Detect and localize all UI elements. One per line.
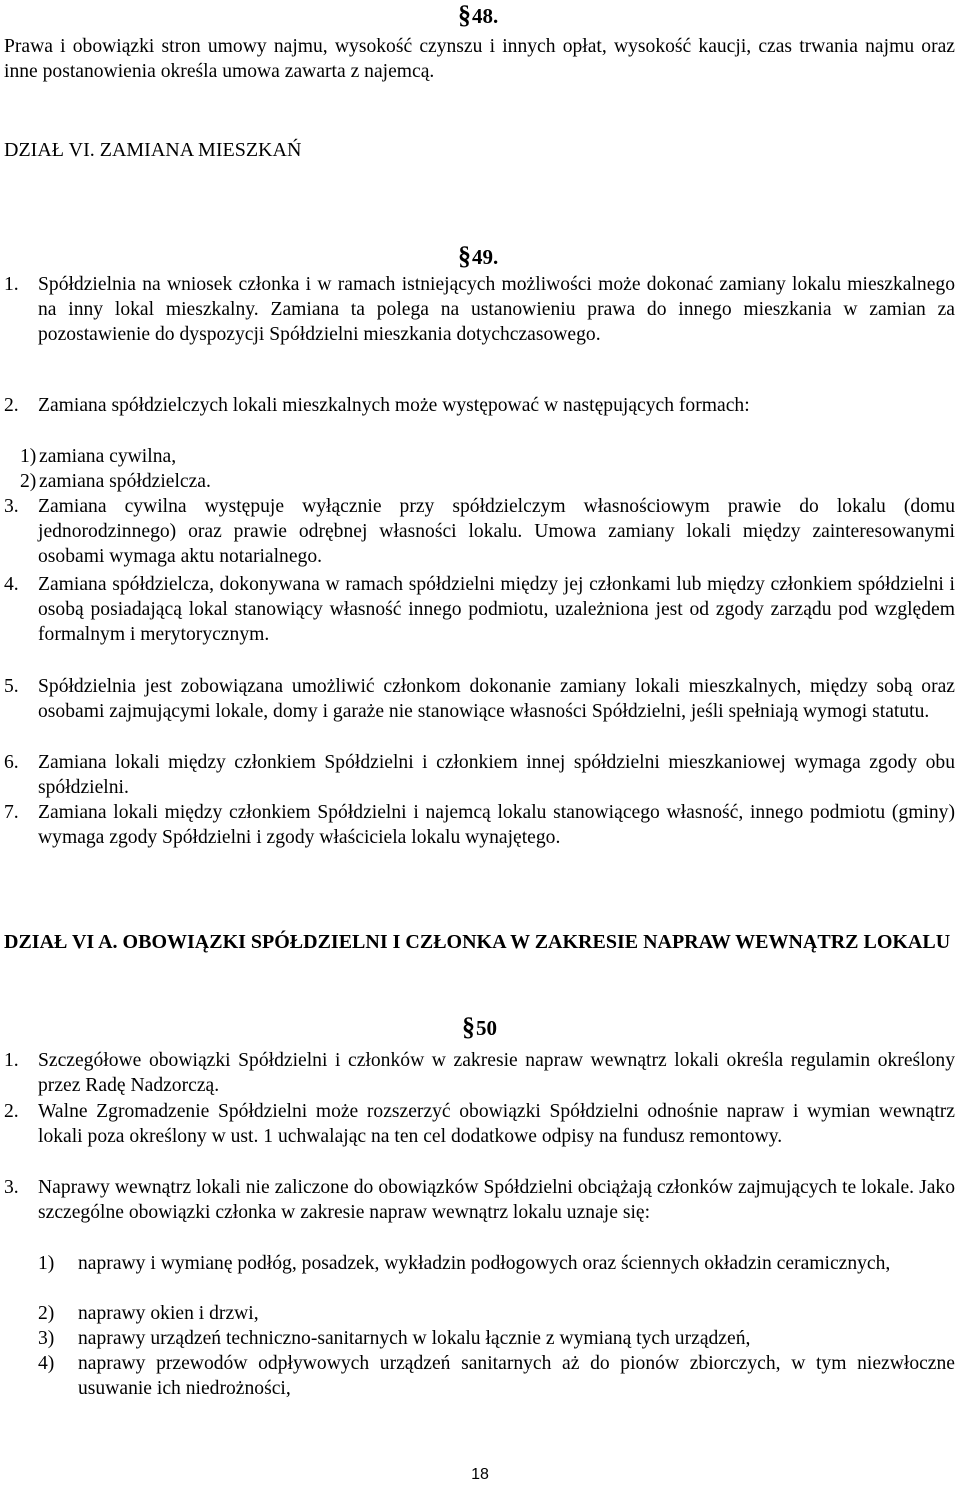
item-number: 7. (4, 802, 19, 823)
sub-item-text: naprawy urządzeń techniczno-sanitarnych w lokalu łącznie z wymianą tych urządzeń, (78, 1328, 751, 1349)
item-text: Naprawy wewnątrz lokali nie zaliczone do obowiązków Spółdzielni obciążają członków zajmujących te lokale. Jako szczególne obowiązki członka w zakresie napraw wewnątrz lokalu uznaje się: (38, 1177, 955, 1223)
paragraph-number: 50 (476, 1016, 497, 1040)
sub-item-number: 1) (20, 446, 37, 467)
section-symbol: § (458, 0, 471, 29)
list-item (4, 494, 955, 569)
list-item (4, 1048, 955, 1098)
sub-item-text: naprawy przewodów odpływowych urządzeń sanitarnych aż do pionów zbiorczych, w tym niezwłoczne usuwanie ich niedrożności, (78, 1353, 955, 1399)
item-text: Spółdzielnia jest zobowiązana umożliwić członkom dokonanie zamiany lokali mieszkalnych, między sobą oraz osobami zajmującymi lokale, domy i garaże nie stanowiące własności Spółdzielni, jeśli spełniają wymogi statutu. (38, 676, 955, 722)
sub-list-item (38, 1251, 955, 1276)
section-symbol: § (462, 1012, 475, 1041)
list-item (4, 750, 955, 800)
item-text: Szczegółowe obowiązki Spółdzielni i członków w zakresie napraw wewnątrz lokali określa regulamin określony przez Radę Nadzorczą. (38, 1050, 955, 1096)
item-text: Zamiana lokali między członkiem Spółdzielni i członkiem innej spółdzielni mieszkaniowej wymaga zgody obu spółdzielni. (38, 752, 955, 798)
item-text: Walne Zgromadzenie Spółdzielni może rozszerzyć obowiązki Spółdzielni odnośnie napraw i wymian wewnątrz lokali poza określony w ust. 1 uchwalając na ten cel dodatkowe odpisy na fundusz remontowy. (38, 1101, 955, 1147)
item-text: Zamiana cywilna występuje wyłącznie przy spółdzielczym własnościowym prawie do lokalu (domu jednorodzinnego) oraz prawie odrębnej własności lokalu. Umowa zamiany lokali między zainteresowanymi osobami wymaga aktu notarialnego. (38, 496, 955, 567)
sub-list-item (20, 444, 420, 469)
paragraph-48-heading (458, 2, 498, 29)
item-number: 3. (4, 1177, 19, 1198)
list-item (4, 1099, 955, 1149)
sub-list-item (38, 1301, 955, 1326)
paragraph-50-heading (462, 1014, 497, 1041)
page-number: 18 (471, 1466, 489, 1483)
sub-item-number: 3) (38, 1328, 55, 1349)
sub-item-text: naprawy okien i drzwi, (78, 1303, 259, 1324)
item-number: 1. (4, 1050, 19, 1071)
paragraph-number: 48. (472, 4, 499, 28)
sub-item-number: 2) (20, 471, 37, 492)
item-text: Spółdzielnia na wniosek członka i w ramach istniejących możliwości może dokonać zamiany lokalu mieszkalnego na inny lokal mieszkalny. Zamiana ta polega na ustanowieniu prawa do innego mieszkania w zamian za pozostawienie do dyspozycji Spółdzielni mieszkania dotychczasowego. (38, 274, 955, 345)
item-text: Zamiana spółdzielcza, dokonywana w ramach spółdzielni między jej członkami lub między członkiem spółdzielni i osobą posiadającą lokal stanowiący własność innego podmiotu, uzależniona jest od zgody zarządu pod względem formalnym i merytorycznym. (38, 574, 955, 645)
item-number: 4. (4, 574, 19, 595)
item-number: 3. (4, 496, 19, 517)
sub-item-number: 1) (38, 1253, 55, 1274)
sub-item-text: zamiana spółdzielcza. (39, 471, 211, 492)
sub-list-item (20, 469, 420, 494)
list-item (4, 800, 955, 850)
sub-item-text: zamiana cywilna, (39, 446, 177, 467)
sub-item-number: 2) (38, 1303, 55, 1324)
item-number: 2. (4, 1101, 19, 1122)
list-item (4, 572, 955, 647)
paragraph-49-heading (458, 243, 498, 270)
section-symbol: § (458, 241, 471, 270)
sub-list-item (38, 1351, 955, 1401)
item-number: 2. (4, 395, 19, 416)
item-number: 6. (4, 752, 19, 773)
sub-list-item (38, 1326, 955, 1351)
list-item (4, 1175, 955, 1225)
item-number: 5. (4, 676, 19, 697)
paragraph-number: 49. (472, 245, 499, 269)
list-item (4, 272, 955, 347)
item-text: Zamiana lokali między członkiem Spółdzielni i najemcą lokalu stanowiącego własność, innego podmiotu (gminy) wymaga zgody Spółdzielni i zgody właściciela lokalu wynajętego. (38, 802, 955, 848)
list-item (4, 674, 955, 724)
sub-item-number: 4) (38, 1353, 55, 1374)
item-number: 1. (4, 274, 19, 295)
section-vi-heading: DZIAŁ VI. ZAMIANA MIESZKAŃ (4, 139, 302, 161)
item-text: Zamiana spółdzielczych lokali mieszkalnych może występować w następujących formach: (38, 395, 750, 416)
section-via-heading: DZIAŁ VI A. OBOWIĄZKI SPÓŁDZIELNI I CZŁONKA W ZAKRESIE NAPRAW WEWNĄTRZ LOKALU (4, 931, 951, 953)
sub-item-text: naprawy i wymianę podłóg, posadzek, wykładzin podłogowych oraz ściennych okładzin ceramicznych, (78, 1253, 891, 1274)
list-item (4, 393, 955, 418)
paragraph-48-text: Prawa i obowiązki stron umowy najmu, wysokość czynszu i innych opłat, wysokość kaucji, czas trwania najmu oraz inne postanowienia określa umowa zawarta z najemcą. (4, 36, 955, 82)
